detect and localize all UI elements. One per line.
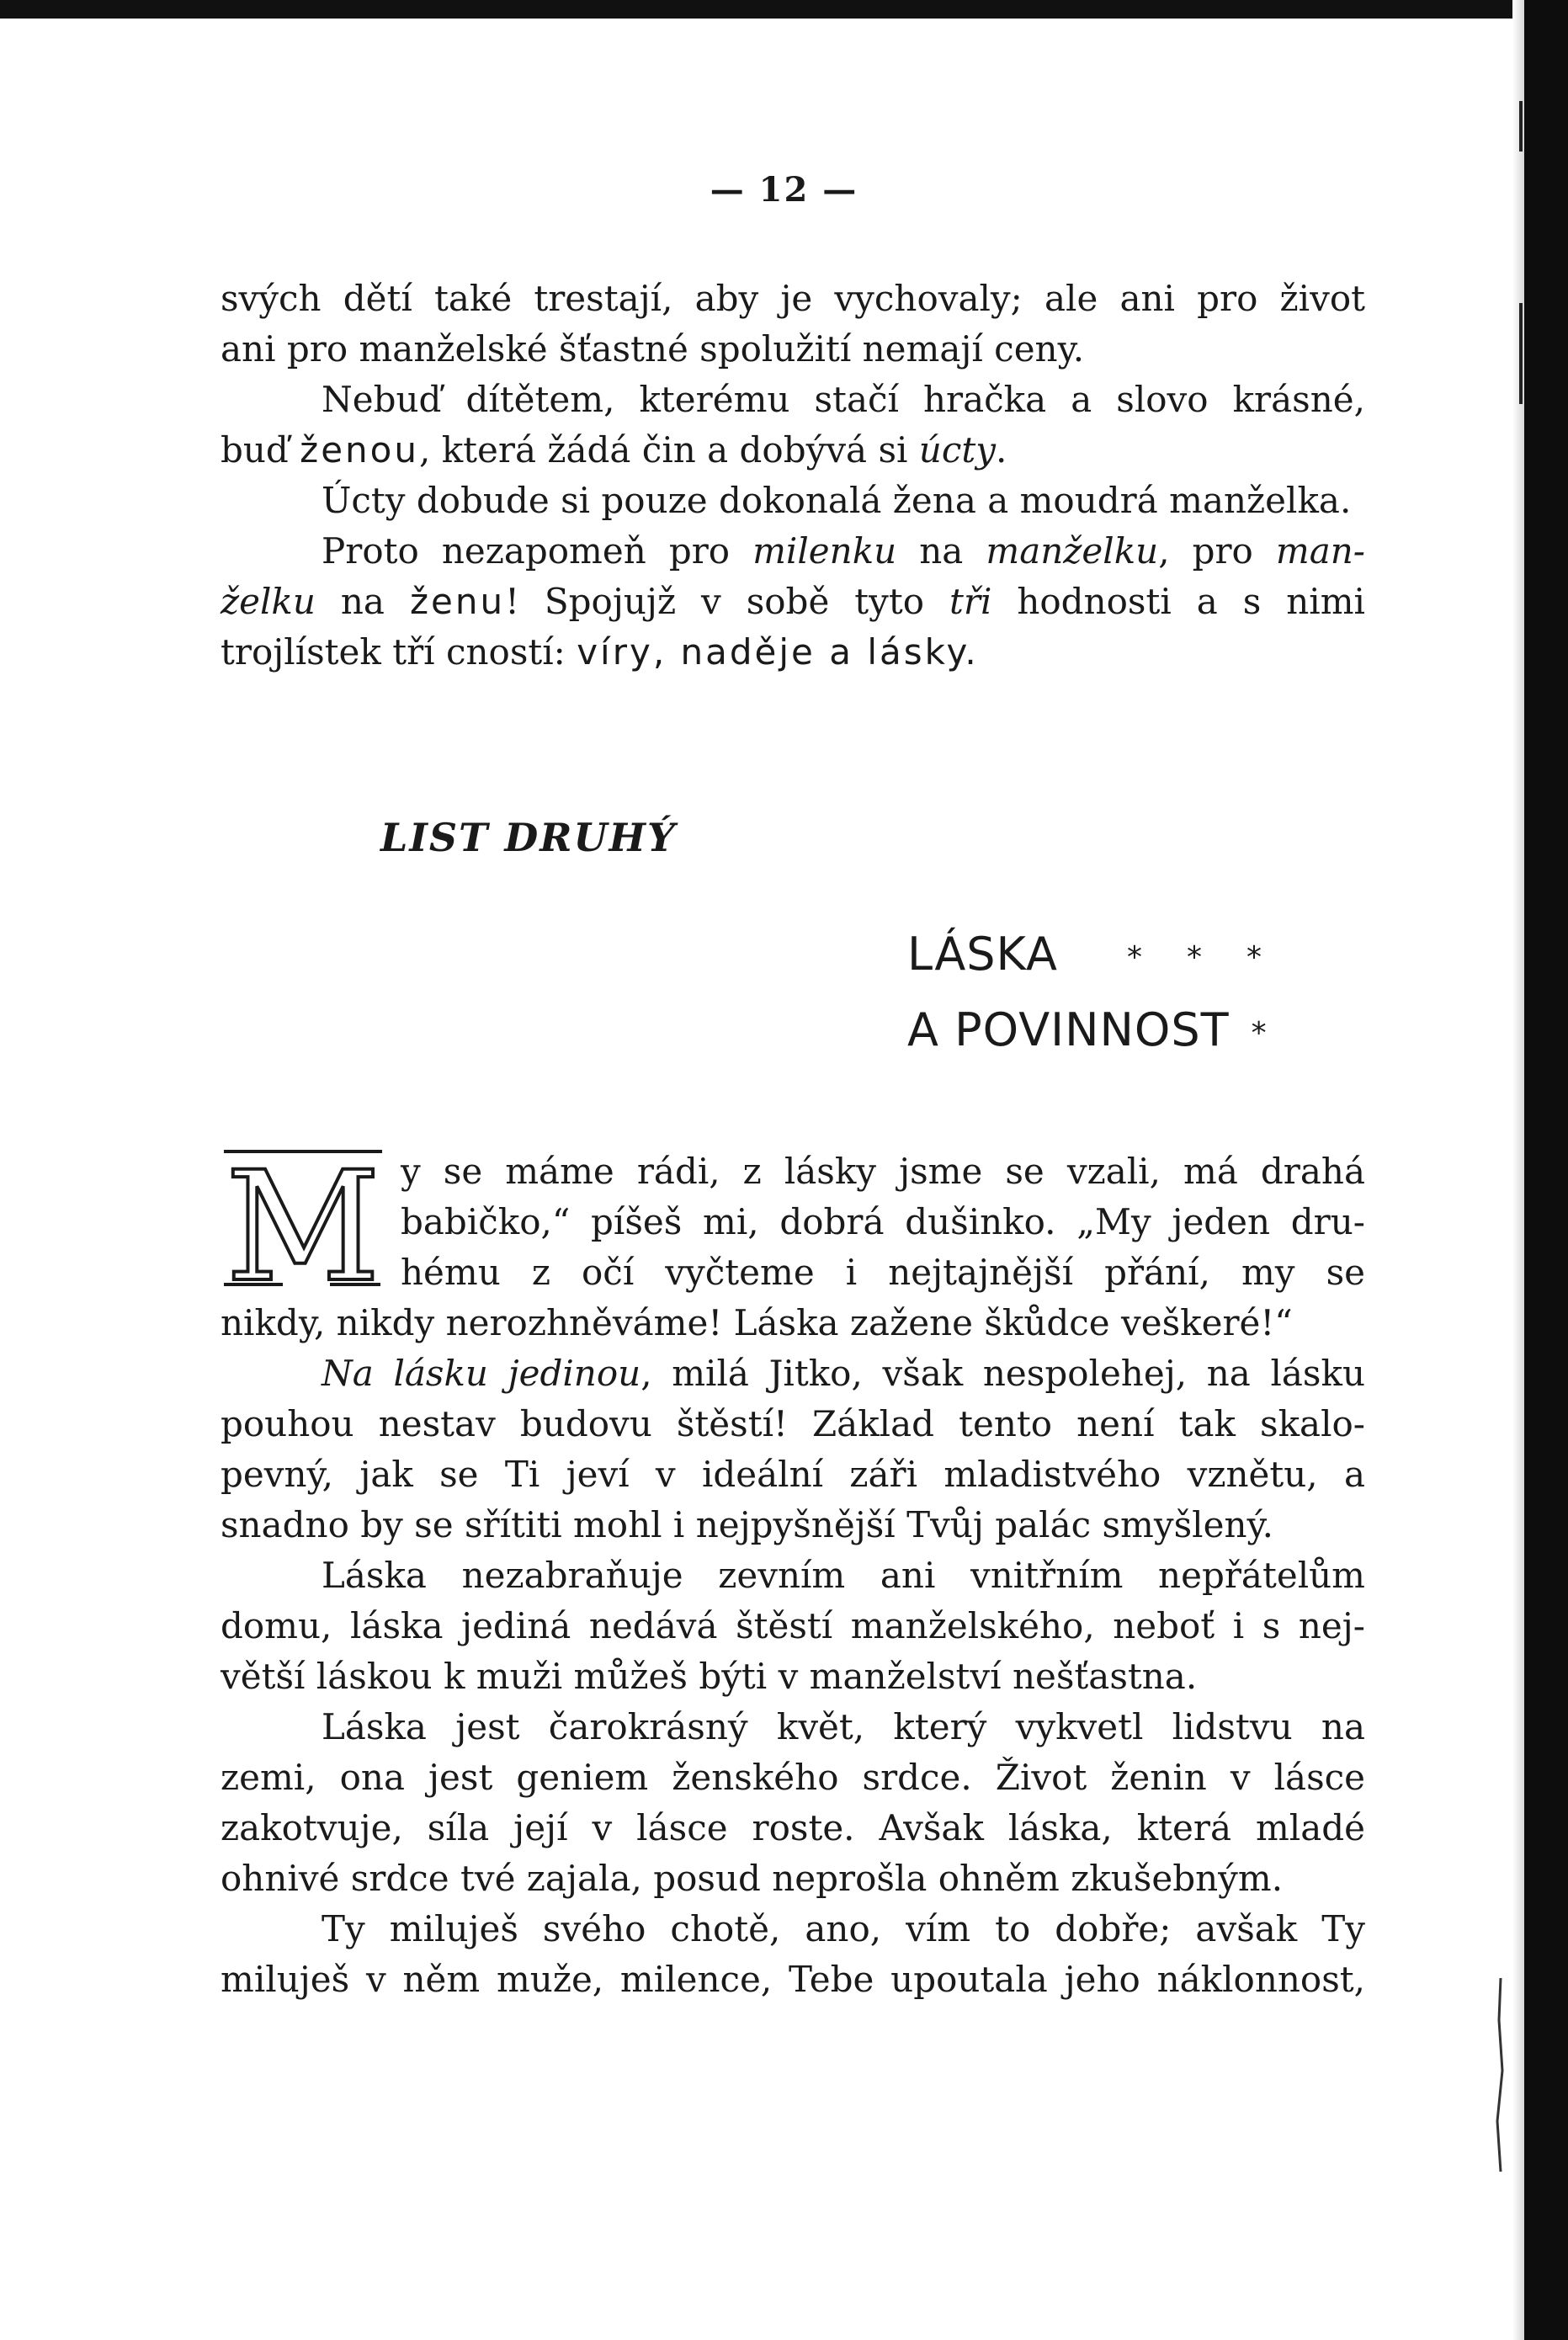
text-line: ani pro manželské šťastné spolužití nemají ceny. [221, 328, 1085, 370]
asterism-star: * [1251, 1015, 1268, 1050]
text-line: Nebuď dítětem, kterému stačí hračka a slovo krásné, [322, 379, 1365, 420]
text-line: Láska nezabraňuje zevním ani vnitřním nepřátelům [322, 1555, 1365, 1596]
text-line: domu, láska jediná nedává štěstí manželského, neboť i s nej- [221, 1605, 1365, 1646]
text-line: snadno by se sřítiti mohl i nejpyšnější Tvůj palác smyšlený. [221, 1504, 1273, 1545]
page-number: — 12 — [710, 170, 858, 210]
text-line: Ty miluješ svého chotě, ano, vím to dobře; avšak Ty [322, 1908, 1365, 1949]
text-line: Proto nezapomeň pro milenku na manželku, pro man- [322, 530, 1365, 572]
text-line: pouhou nestav budovu štěstí! Základ tento není tak skalo- [221, 1403, 1365, 1444]
binding-mark [1519, 303, 1523, 404]
text-line: svých dětí také trestají, aby je vychovaly; ale ani pro život [221, 278, 1365, 319]
text-line: želku na ženu! Spojujž v sobě tyto tři hodnosti a s nimi [221, 581, 1365, 622]
text-line: Láska jest čarokrásný květ, který vykvetl lidstvu na [322, 1706, 1365, 1747]
text-line: y se máme rádi, z lásky jsme se vzali, má drahá [401, 1151, 1365, 1192]
dropcap-glyph: M [225, 1145, 381, 1295]
section-title: LIST DRUHÝ [380, 815, 677, 860]
text-line: pevný, jak se Ti jeví v ideální záři mladistvého vznětu, a [221, 1454, 1365, 1495]
binding-mark [1519, 101, 1523, 152]
text-line: Úcty dobude si pouze dokonalá žena a moudrá manželka. [322, 480, 1352, 521]
top-text-block [221, 274, 1365, 678]
text-line: buď ženou, která žádá čin a dobývá si úcty. [221, 429, 1007, 471]
text-line: zakotvuje, síla její v lásce roste. Avšak láska, která mladé [221, 1807, 1365, 1848]
chapter-subtitle-line-2: A POVINNOST * [907, 1003, 1268, 1056]
text-line: větší láskou k muži můžeš býti v manželství nešťastna. [221, 1656, 1198, 1697]
asterism-star: * [1246, 939, 1262, 975]
text-line: zemi, ona jest geniem ženského srdce. Život ženin v lásce [221, 1757, 1365, 1798]
text-line: ohnivé srdce tvé zajala, posud neprošla ohněm zkušebným. [221, 1858, 1284, 1899]
text-line: nikdy, nikdy nerozhněváme! Láska zažene škůdce veškeré!“ [221, 1302, 1293, 1343]
margin-ink-mark [1486, 1970, 1516, 2205]
text-line: Na lásku jedinou, milá Jitko, však nespolehej, na lásku [322, 1353, 1365, 1394]
asterism-star: * [1186, 939, 1203, 975]
text-line: miluješ v něm muže, milence, Tebe upoutala jeho náklonnost, [221, 1959, 1365, 2000]
text-line: hému z očí vyčteme i nejtajnější přání, my se [401, 1252, 1365, 1293]
scan-right-edge [1524, 0, 1568, 2340]
asterism-star: * [1126, 939, 1143, 975]
chapter-subtitle-line-1: LÁSKA * * * [907, 928, 1262, 981]
scan-top-edge [0, 0, 1568, 19]
text-line: babičko,“ píšeš mi, dobrá dušinko. „My jeden dru- [401, 1201, 1365, 1242]
text-line: trojlístek tří cností: víry, naděje a lásky. [221, 631, 979, 673]
letter-body [221, 1146, 1365, 2005]
